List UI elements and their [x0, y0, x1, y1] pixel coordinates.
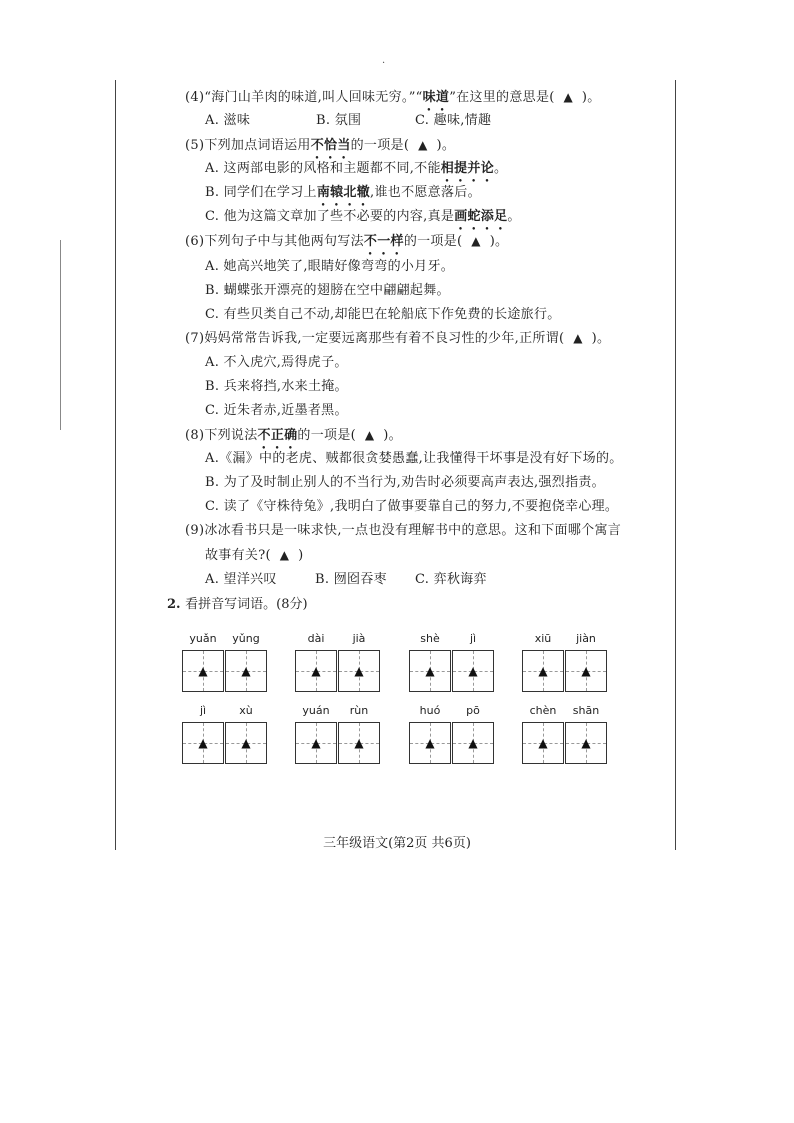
answer-mark-icon: ▲ [425, 736, 435, 750]
answer-mark-icon: ▲ [311, 664, 321, 678]
answer-blank-icon: ▲ [279, 548, 290, 562]
q6-option-a: A. 她高兴地笑了,眼睛好像弯弯的小月牙。 [205, 259, 455, 274]
q6-option-b: B. 蝴蝶张开漂亮的翅膀在空中翩翩起舞。 [205, 283, 450, 298]
section-2-heading: 2. 看拼音写词语。(8分) [167, 597, 308, 612]
writing-box[interactable] [565, 722, 607, 764]
emphasized-word: 不正确 [257, 428, 298, 443]
writing-box[interactable] [409, 722, 451, 764]
binding-line [60, 240, 61, 430]
answer-mark-icon: ▲ [198, 664, 208, 678]
emphasized-word: 味道 [422, 90, 450, 105]
q8-option-c: C. 读了《守株待兔》,我明白了做事要靠自己的努力,不要抱侥幸心理。 [205, 499, 619, 514]
answer-mark-icon: ▲ [468, 736, 478, 750]
answer-mark-icon: ▲ [581, 664, 591, 678]
q4-option-b: B. 氛围 [316, 113, 362, 128]
writing-box[interactable] [565, 650, 607, 692]
writing-box[interactable] [338, 722, 380, 764]
question-6-stem: (6)下列句子中与其他两句写法不一样的一项是( ▲ )。 [185, 234, 509, 249]
q9-option-b: B. 囫囵吞枣 [315, 572, 387, 587]
writing-box[interactable] [295, 650, 337, 692]
writing-box[interactable] [182, 722, 224, 764]
answer-blank-icon: ▲ [471, 234, 481, 248]
q8-option-a: A.《漏》中的老虎、贼都很贪婪愚蠢,让我懂得干坏事是没有好下场的。 [205, 451, 623, 466]
answer-mark-icon: ▲ [241, 736, 251, 750]
answer-blank-icon: ▲ [573, 331, 583, 345]
q5-option-a: A. 这两部电影的风格和主题都不同,不能相提并论。 [205, 161, 508, 176]
question-8-stem: (8)下列说法不正确的一项是( ▲ )。 [185, 428, 402, 443]
q7-option-a: A. 不入虎穴,焉得虎子。 [205, 355, 348, 370]
writing-box[interactable] [295, 722, 337, 764]
q5-option-c: C. 他为这篇文章加了些不必要的内容,真是画蛇添足。 [205, 209, 521, 224]
q4-option-c: C. 趣味,情趣 [415, 113, 492, 128]
q6-option-c: C. 有些贝类自己不动,却能巴在轮船底下作免费的长途旅行。 [205, 307, 561, 322]
question-4-stem: (4)“海门山羊肉的味道,叫人回味无穷。”“味道”在这里的意思是( ▲ )。 [185, 90, 601, 105]
question-5-stem: (5)下列加点词语运用不恰当的一项是( ▲ )。 [185, 138, 456, 153]
left-margin-line [115, 80, 116, 850]
question-9-stem-line2: 故事有关?( ▲ ) [205, 548, 304, 563]
answer-mark-icon: ▲ [198, 736, 208, 750]
q9-option-c: C. 弈秋诲弈 [415, 572, 487, 587]
answer-mark-icon: ▲ [468, 664, 478, 678]
right-margin-line [675, 80, 676, 850]
q9-option-a: A. 望洋兴叹 [205, 572, 277, 587]
writing-box[interactable] [522, 650, 564, 692]
writing-box[interactable] [182, 650, 224, 692]
answer-mark-icon: ▲ [425, 664, 435, 678]
answer-blank-icon: ▲ [563, 90, 574, 104]
q5-option-b: B. 同学们在学习上南辕北辙,谁也不愿意落后。 [205, 185, 481, 200]
q7-option-c: C. 近朱者赤,近墨者黑。 [205, 403, 348, 418]
q8-option-b: B. 为了及时制止别人的不当行为,劝告时必须要高声表达,强烈指责。 [205, 475, 605, 490]
q7-option-b: B. 兵来将挡,水来土掩。 [205, 379, 348, 394]
writing-box[interactable] [522, 722, 564, 764]
answer-mark-icon: ▲ [241, 664, 251, 678]
answer-mark-icon: ▲ [538, 736, 548, 750]
writing-box[interactable] [225, 650, 267, 692]
writing-box[interactable] [452, 650, 494, 692]
answer-mark-icon: ▲ [538, 664, 548, 678]
answer-mark-icon: ▲ [311, 736, 321, 750]
answer-mark-icon: ▲ [581, 736, 591, 750]
question-9-stem-line1: (9)冰冰看书只是一味求快,一点也没有理解书中的意思。这和下面哪个寓言 [185, 523, 622, 538]
answer-mark-icon: ▲ [354, 664, 364, 678]
answer-blank-icon: ▲ [418, 138, 428, 152]
emphasized-word: 不恰当 [310, 138, 351, 153]
top-mark: · [382, 58, 386, 69]
writing-box[interactable] [338, 650, 380, 692]
answer-mark-icon: ▲ [354, 736, 364, 750]
writing-box[interactable] [409, 650, 451, 692]
writing-box[interactable] [225, 722, 267, 764]
answer-blank-icon: ▲ [364, 428, 375, 442]
page-footer: 三年级语文(第2页 共6页) [323, 836, 471, 851]
question-7-stem: (7)妈妈常常告诉我,一定要远离那些有着不良习性的少年,正所谓( ▲ )。 [185, 331, 611, 346]
q4-option-a: A. 滋味 [205, 113, 251, 128]
writing-box[interactable] [452, 722, 494, 764]
emphasized-word: 不一样 [363, 234, 404, 249]
